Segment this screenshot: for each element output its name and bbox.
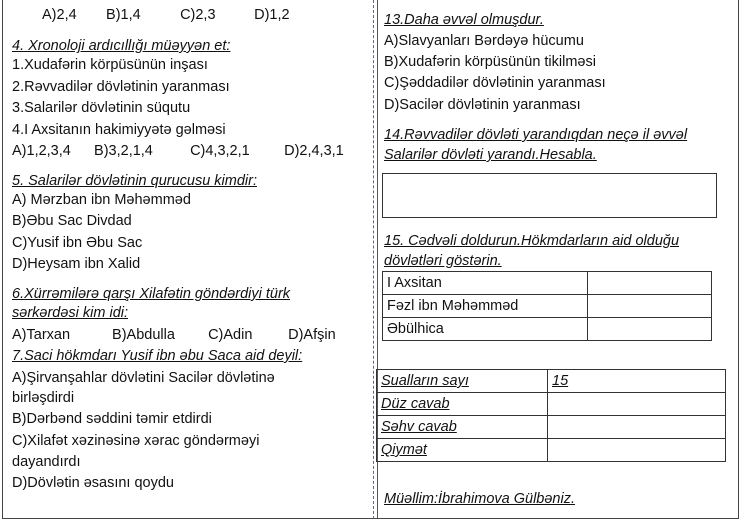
q6-title-line1: 6.Xürrəmilərə qarşı Xilafətin göndərdiyi türk (12, 286, 291, 302)
score-label: Səhv cavab (377, 416, 548, 439)
score-value[interactable] (548, 393, 726, 416)
column-divider-dashed (373, 0, 374, 519)
q15-table (382, 271, 712, 341)
q14-answer-box[interactable] (382, 173, 717, 218)
q6-options (12, 326, 336, 344)
score-label: Qiymət (377, 439, 548, 462)
q4-option-a: A)1,2,3,4 (12, 143, 71, 159)
q7-line-2: birləşdirdi (12, 390, 75, 406)
score-label: Düz cavab (377, 393, 548, 416)
q3-option-a: A)2,4 (42, 7, 77, 23)
q5-option-b: B)Əbu Sac Divdad (12, 213, 132, 229)
q4-option-c: C)4,3,2,1 (190, 143, 250, 159)
score-value[interactable] (548, 439, 726, 462)
q7-line-6: D)Dövlətin əsasını qoydu (12, 475, 174, 491)
q15-title-line1: 15. Cədvəli doldurun.Hökmdarların aid olduğu (384, 233, 680, 249)
table-row (377, 393, 726, 416)
score-value[interactable] (548, 416, 726, 439)
q13-option-c: C)Şəddadilər dövlətinin yaranması (384, 75, 606, 91)
q15-ruler-cell: Fəzl ibn Məhəmməd (383, 295, 588, 318)
q4-item-1: 1.Xudafərin körpüsünün inşası (12, 57, 208, 73)
q15-answer-cell[interactable] (588, 318, 712, 341)
score-value: 15 (548, 370, 726, 393)
q3-option-c: C)2,3 (180, 7, 216, 23)
q15-ruler-cell: Əbülhica (383, 318, 588, 341)
q5-option-d: D)Heysam ibn Xalid (12, 256, 141, 272)
q7-line-1: A)Şirvanşahlar dövlətini Sacilər dövlətinə (12, 370, 275, 386)
q5-option-c: C)Yusif ibn Əbu Sac (12, 235, 143, 251)
q14-title-line2: Salarilər dövləti yarandı.Hesabla. (384, 147, 597, 163)
q13-option-a: A)Slavyanları Bərdəyə hücumu (384, 33, 584, 49)
q6-option-d: D)Afşin (288, 327, 336, 343)
q13-option-d: D)Sacilər dövlətinin yaranması (384, 97, 581, 113)
q15-answer-cell[interactable] (588, 272, 712, 295)
q13-title: 13.Daha əvvəl olmuşdur. (384, 12, 544, 28)
q13-option-b: B)Xudafərin körpüsünün tikilməsi (384, 54, 596, 70)
score-table (376, 369, 726, 462)
q15-title-line2: dövlətləri göstərin. (384, 253, 502, 269)
q6-option-c: C)Adin (208, 327, 253, 343)
q4-item-2: 2.Rəvvadilər dövlətinin yaranması (12, 79, 230, 95)
table-row (383, 295, 712, 318)
q5-title: 5. Salarilər dövlətinin qurucusu kimdir: (12, 173, 257, 189)
q3-option-b: B)1,4 (106, 7, 141, 23)
teacher-name: Müəllim:İbrahimova Gülbəniz. (384, 491, 575, 507)
q3-options (42, 6, 290, 24)
q6-option-a: A)Tarxan (12, 327, 71, 343)
q3-option-d: D)1,2 (254, 7, 290, 23)
q4-option-d: D)2,4,3,1 (284, 143, 344, 159)
q4-item-3: 3.Salarilər dövlətinin süqutu (12, 100, 191, 116)
q6-title-line2: sərkərdəsi kim idi: (12, 305, 129, 321)
q4-item-4: 4.I Axsitanın hakimiyyətə gəlməsi (12, 122, 226, 138)
q4-options (12, 142, 344, 160)
q6-option-b: B)Abdulla (112, 327, 175, 343)
q7-line-4: C)Xilafət xəzinəsinə xərac göndərməyi (12, 433, 260, 449)
q4-title: 4. Xronoloji ardıcıllığı müəyyən et: (12, 38, 231, 54)
q7-line-5: dayandırdı (12, 454, 81, 470)
q7-line-3: B)Dərbənd səddini təmir etdirdi (12, 411, 212, 427)
score-label: Sualların sayı (377, 370, 548, 393)
q4-option-b: B)3,2,1,4 (94, 143, 153, 159)
q7-title: 7.Saci hökmdarı Yusif ibn əbu Saca aid deyil: (12, 348, 303, 364)
q15-ruler-cell: I Axsitan (383, 272, 588, 295)
table-row (383, 272, 712, 295)
table-row (377, 416, 726, 439)
table-row (377, 370, 726, 393)
table-row (383, 318, 712, 341)
q5-option-a: A) Mərzban ibn Məhəmməd (12, 192, 191, 208)
q14-title-line1: 14.Rəvvadilər dövləti yarandıqdan neçə il əvvəl (384, 127, 688, 143)
table-row (377, 439, 726, 462)
q15-answer-cell[interactable] (588, 295, 712, 318)
